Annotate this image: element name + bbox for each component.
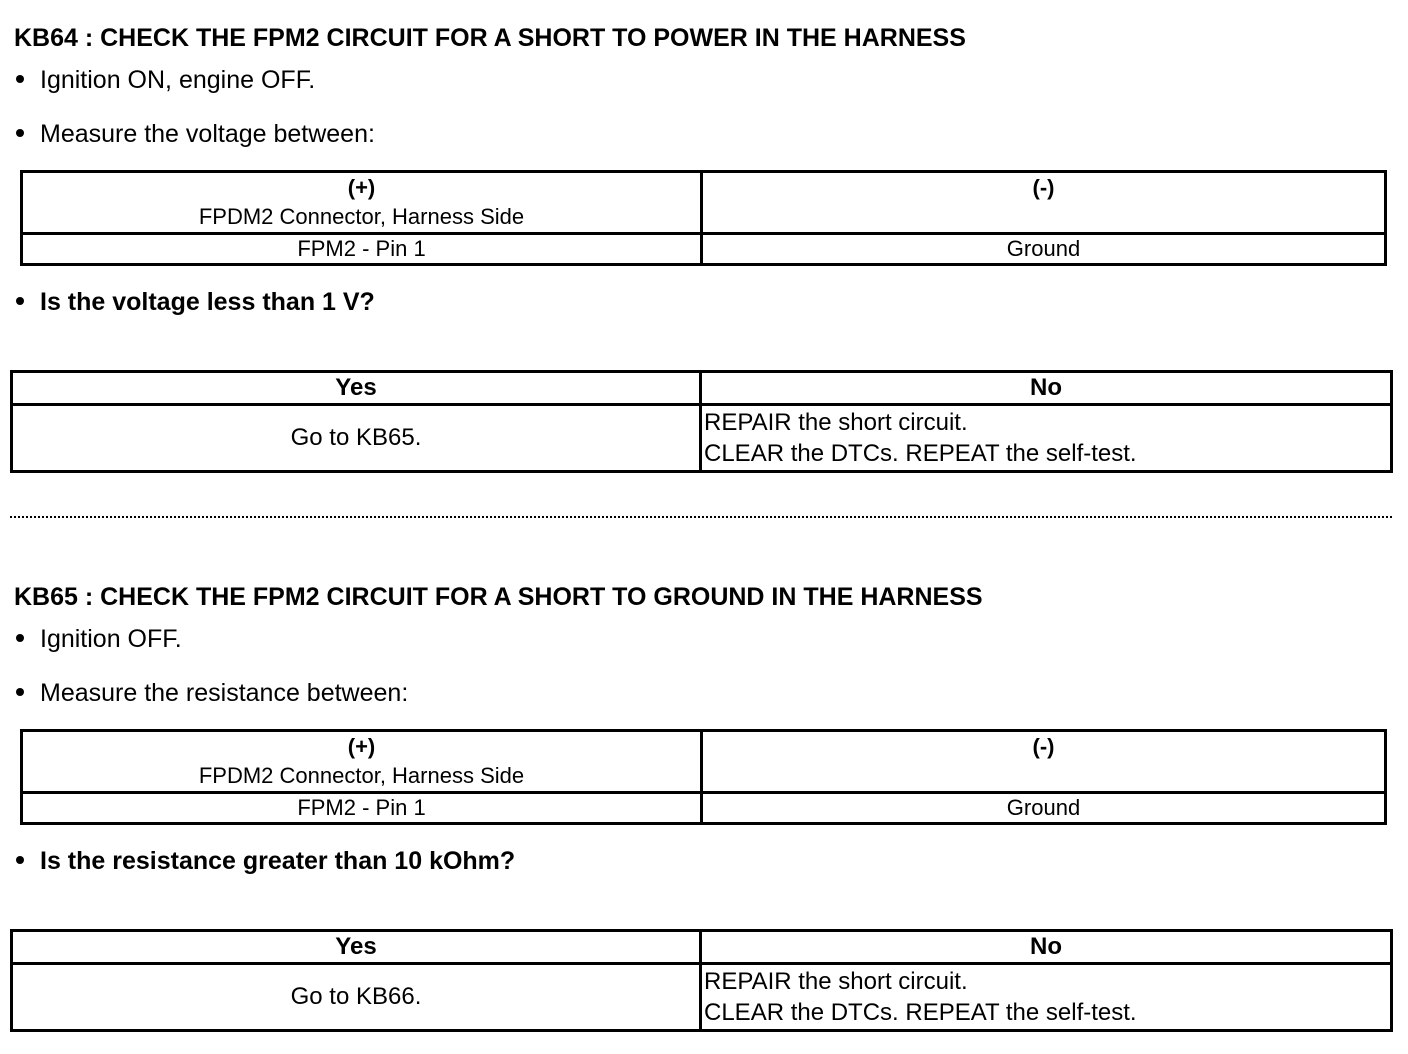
- no-action-line: CLEAR the DTCs. REPEAT the self-test.: [704, 999, 1137, 1026]
- kb64-heading: KB64 : CHECK THE FPM2 CIRCUIT FOR A SHORT TO POWER IN THE HARNESS: [14, 24, 966, 52]
- section-divider: [10, 516, 1392, 518]
- plus-connector-label: FPDM2 Connector, Harness Side: [198, 763, 525, 788]
- minus-value-cell: Ground: [702, 234, 1386, 265]
- bullet-icon: [16, 129, 24, 137]
- question-text: Is the resistance greater than 10 kOhm?: [40, 847, 516, 875]
- kb64-question: [14, 287, 375, 317]
- yes-column-header: Yes: [12, 372, 701, 405]
- bullet-icon: [16, 75, 24, 83]
- kb65-heading: KB65 : CHECK THE FPM2 CIRCUIT FOR A SHORT TO GROUND IN THE HARNESS: [14, 583, 983, 611]
- bullet-icon: [16, 688, 24, 696]
- kb64-result-table: [10, 370, 1393, 473]
- plus-connector-label: FPDM2 Connector, Harness Side: [198, 204, 525, 229]
- plus-symbol: (+): [347, 734, 376, 759]
- kb65-measurement-table: [20, 729, 1387, 825]
- plus-column-header: [22, 172, 702, 234]
- bullet-icon: [16, 634, 24, 642]
- no-column-header: No: [701, 931, 1392, 964]
- plus-value-cell: FPM2 - Pin 1: [22, 793, 702, 824]
- no-action-line: REPAIR the short circuit.: [704, 409, 968, 436]
- minus-column-header: [702, 172, 1386, 234]
- kb64-step-ignition: [14, 65, 315, 95]
- minus-value-cell: Ground: [702, 793, 1386, 824]
- step-text: Ignition OFF.: [40, 625, 182, 653]
- yes-action-cell: Go to KB65.: [12, 405, 701, 472]
- minus-column-header: [702, 731, 1386, 793]
- no-column-header: No: [701, 372, 1392, 405]
- step-text: Ignition ON, engine OFF.: [40, 66, 316, 94]
- kb65-step-ignition: [14, 624, 182, 654]
- kb64-step-measure: [14, 119, 375, 149]
- plus-column-header: [22, 731, 702, 793]
- no-action-line: CLEAR the DTCs. REPEAT the self-test.: [704, 440, 1137, 467]
- question-text: Is the voltage less than 1 V?: [40, 288, 375, 316]
- yes-action-cell: Go to KB66.: [12, 964, 701, 1031]
- no-action-cell: [701, 964, 1392, 1031]
- kb64-measurement-table: [20, 170, 1387, 266]
- kb65-question: [14, 846, 515, 876]
- plus-value-cell: FPM2 - Pin 1: [22, 234, 702, 265]
- bullet-icon: [16, 297, 24, 305]
- no-action-line: REPAIR the short circuit.: [704, 968, 968, 995]
- step-text: Measure the voltage between:: [40, 120, 375, 148]
- no-action-cell: [701, 405, 1392, 472]
- yes-column-header: Yes: [12, 931, 701, 964]
- kb65-step-measure: [14, 678, 408, 708]
- plus-symbol: (+): [347, 175, 376, 200]
- minus-symbol: (-): [1032, 175, 1055, 200]
- bullet-icon: [16, 856, 24, 864]
- minus-symbol: (-): [1032, 734, 1055, 759]
- kb65-result-table: [10, 929, 1393, 1032]
- step-text: Measure the resistance between:: [40, 679, 409, 707]
